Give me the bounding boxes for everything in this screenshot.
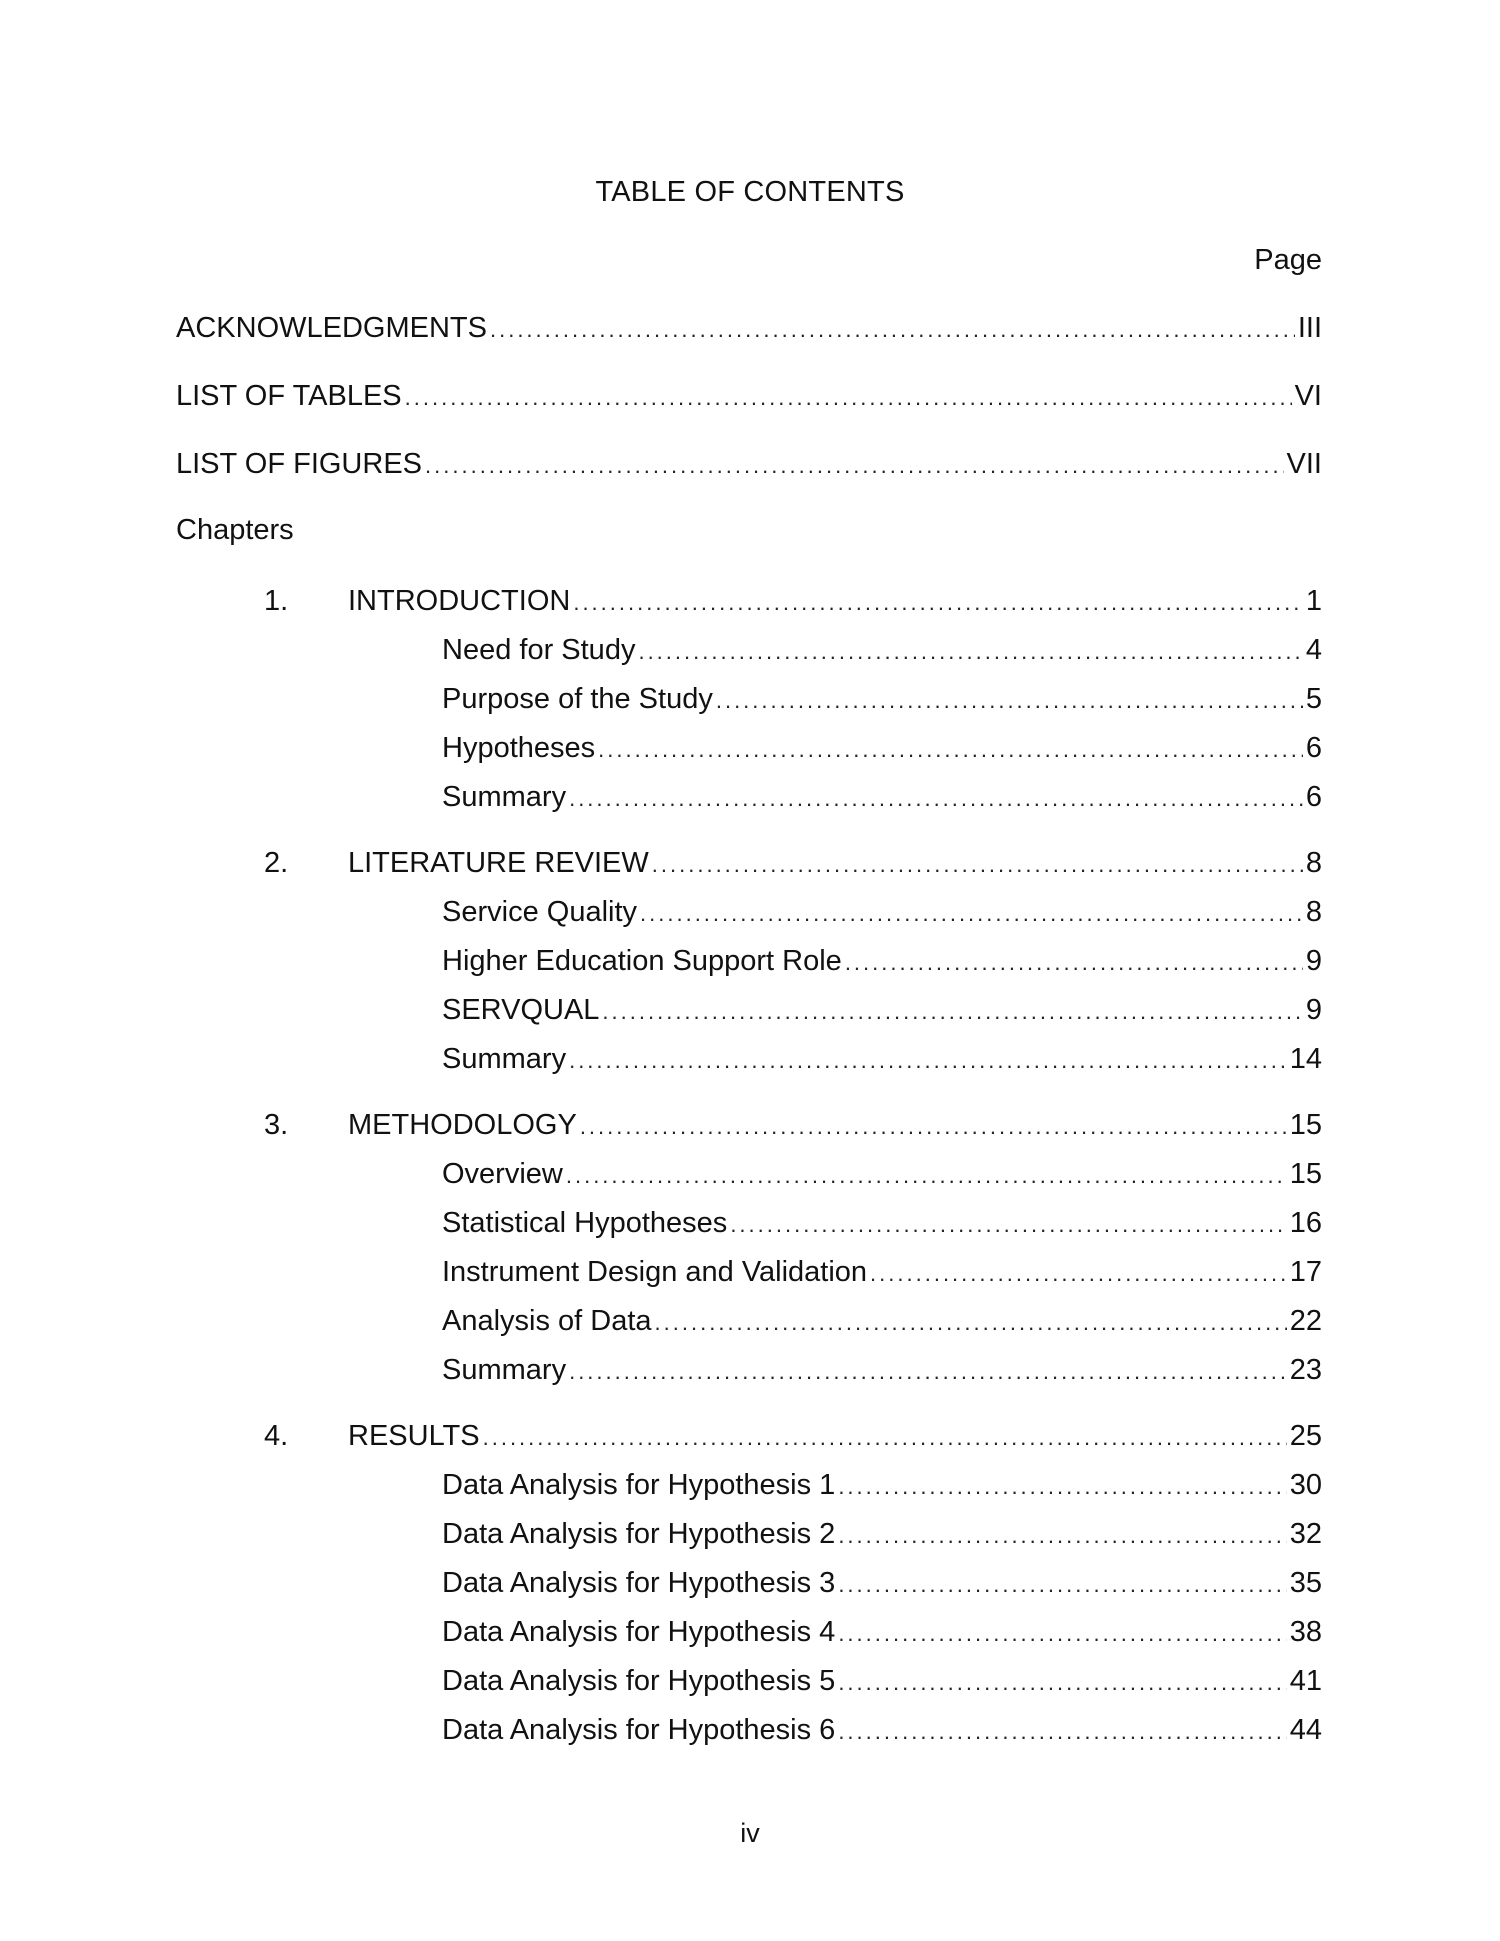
dot-leader bbox=[838, 1714, 1286, 1750]
toc-entry-page: 1 bbox=[1305, 585, 1322, 617]
dot-leader bbox=[405, 380, 1292, 416]
dot-leader bbox=[569, 1354, 1287, 1390]
toc-section[interactable] bbox=[442, 1565, 1322, 1603]
dot-leader bbox=[652, 847, 1303, 883]
toc-entry-page: VII bbox=[1286, 448, 1322, 480]
toc-entry-label: Summary bbox=[442, 1354, 567, 1386]
dot-leader bbox=[569, 1043, 1287, 1079]
toc-entry-page: 30 bbox=[1289, 1469, 1322, 1501]
toc-section[interactable] bbox=[442, 779, 1322, 817]
toc-entry-label: Statistical Hypotheses bbox=[442, 1207, 728, 1239]
toc-section[interactable] bbox=[442, 1663, 1322, 1701]
toc-entry-label: RESULTS bbox=[348, 1420, 480, 1452]
toc-entry-label: Service Quality bbox=[442, 896, 638, 928]
toc-chapter-methodology[interactable] bbox=[348, 1107, 1322, 1145]
dot-leader bbox=[838, 1567, 1286, 1603]
toc-section[interactable] bbox=[442, 1712, 1322, 1750]
dot-leader bbox=[640, 896, 1303, 932]
chapters-heading: Chapters bbox=[176, 514, 294, 546]
toc-entry-page: 15 bbox=[1289, 1158, 1322, 1190]
toc-entry-label: Overview bbox=[442, 1158, 563, 1190]
toc-entry-page: III bbox=[1297, 312, 1322, 344]
toc-entry-label: Purpose of the Study bbox=[442, 683, 713, 715]
toc-entry-label: LITERATURE REVIEW bbox=[348, 847, 649, 879]
toc-entry-page: 15 bbox=[1289, 1109, 1322, 1141]
toc-entry-label: Instrument Design and Validation bbox=[442, 1256, 868, 1288]
toc-section[interactable] bbox=[442, 1041, 1322, 1079]
dot-leader bbox=[655, 1305, 1287, 1341]
toc-entry-label: LIST OF TABLES bbox=[176, 380, 402, 412]
toc-entry-page: 6 bbox=[1305, 781, 1322, 813]
toc-section[interactable] bbox=[442, 943, 1322, 981]
dot-leader bbox=[569, 781, 1303, 817]
toc-section[interactable] bbox=[442, 992, 1322, 1030]
toc-entry-page: 17 bbox=[1289, 1256, 1322, 1288]
toc-chapter-literature-review[interactable] bbox=[348, 845, 1322, 883]
toc-entry-page: 5 bbox=[1305, 683, 1322, 715]
toc-section[interactable] bbox=[442, 1467, 1322, 1505]
chapter-number: 1. bbox=[264, 585, 289, 617]
page-title: TABLE OF CONTENTS bbox=[595, 176, 905, 208]
dot-leader bbox=[425, 448, 1284, 484]
toc-entry-page: 41 bbox=[1289, 1665, 1322, 1697]
dot-leader bbox=[490, 312, 1295, 348]
dot-leader bbox=[870, 1256, 1287, 1292]
toc-entry-page: 44 bbox=[1289, 1714, 1322, 1746]
dot-leader bbox=[566, 1158, 1287, 1194]
chapter-number: 2. bbox=[264, 847, 289, 879]
toc-entry-page: 16 bbox=[1289, 1207, 1322, 1239]
toc-entry-label: Data Analysis for Hypothesis 5 bbox=[442, 1665, 836, 1697]
toc-entry-label: Data Analysis for Hypothesis 4 bbox=[442, 1616, 836, 1648]
chapter-number: 4. bbox=[264, 1420, 289, 1452]
toc-entry-label: Summary bbox=[442, 781, 567, 813]
toc-entry-page: 4 bbox=[1305, 634, 1322, 666]
dot-leader bbox=[598, 732, 1303, 768]
chapter-number: 3. bbox=[264, 1109, 289, 1141]
dot-leader bbox=[483, 1420, 1287, 1456]
dot-leader bbox=[602, 994, 1302, 1030]
dot-leader bbox=[838, 1616, 1286, 1652]
toc-entry-label: METHODOLOGY bbox=[348, 1109, 577, 1141]
dot-leader bbox=[845, 945, 1303, 981]
page-column-label: Page bbox=[1254, 244, 1322, 276]
toc-entry-label: Need for Study bbox=[442, 634, 636, 666]
toc-entry-label: Data Analysis for Hypothesis 3 bbox=[442, 1567, 836, 1599]
toc-entry-label: Analysis of Data bbox=[442, 1305, 652, 1337]
toc-section[interactable] bbox=[442, 681, 1322, 719]
toc-entry-page: 14 bbox=[1289, 1043, 1322, 1075]
toc-section[interactable] bbox=[442, 1614, 1322, 1652]
toc-entry-label: INTRODUCTION bbox=[348, 585, 571, 617]
dot-leader bbox=[638, 634, 1302, 670]
toc-entry-page: 23 bbox=[1289, 1354, 1322, 1386]
toc-section[interactable] bbox=[442, 1352, 1322, 1390]
toc-entry-page: 22 bbox=[1289, 1305, 1322, 1337]
dot-leader bbox=[838, 1469, 1286, 1505]
toc-entry-page: 8 bbox=[1305, 896, 1322, 928]
page-number: iv bbox=[740, 1818, 760, 1848]
toc-entry-label: Data Analysis for Hypothesis 1 bbox=[442, 1469, 836, 1501]
toc-entry-label: ACKNOWLEDGMENTS bbox=[176, 312, 487, 344]
dot-leader bbox=[838, 1665, 1286, 1701]
dot-leader bbox=[573, 585, 1303, 621]
toc-entry-page: 9 bbox=[1305, 994, 1322, 1026]
toc-entry-label: Data Analysis for Hypothesis 6 bbox=[442, 1714, 836, 1746]
toc-section[interactable] bbox=[442, 1303, 1322, 1341]
toc-entry-acknowledgments[interactable] bbox=[176, 310, 1322, 348]
toc-chapter-introduction[interactable] bbox=[348, 583, 1322, 621]
toc-entry-label: SERVQUAL bbox=[442, 994, 600, 1026]
toc-section[interactable] bbox=[442, 1205, 1322, 1243]
toc-entry-page: 38 bbox=[1289, 1616, 1322, 1648]
toc-section[interactable] bbox=[442, 1156, 1322, 1194]
toc-section[interactable] bbox=[442, 730, 1322, 768]
toc-entry-label: Data Analysis for Hypothesis 2 bbox=[442, 1518, 836, 1550]
toc-section[interactable] bbox=[442, 894, 1322, 932]
toc-section[interactable] bbox=[442, 1516, 1322, 1554]
toc-entry-page: 32 bbox=[1289, 1518, 1322, 1550]
toc-entry-label: LIST OF FIGURES bbox=[176, 448, 423, 480]
toc-section[interactable] bbox=[442, 1254, 1322, 1292]
toc-entry-page: 6 bbox=[1305, 732, 1322, 764]
toc-entry-label: Summary bbox=[442, 1043, 567, 1075]
dot-leader bbox=[730, 1207, 1286, 1243]
toc-section[interactable] bbox=[442, 632, 1322, 670]
toc-chapter-results[interactable] bbox=[348, 1418, 1322, 1456]
toc-entry-label: Hypotheses bbox=[442, 732, 596, 764]
toc-entry-page: 8 bbox=[1305, 847, 1322, 879]
toc-entry-list-of-tables[interactable] bbox=[176, 378, 1322, 416]
dot-leader bbox=[838, 1518, 1286, 1554]
toc-entry-label: Higher Education Support Role bbox=[442, 945, 842, 977]
toc-entry-page: 25 bbox=[1289, 1420, 1322, 1452]
dot-leader bbox=[716, 683, 1303, 719]
dot-leader bbox=[580, 1109, 1287, 1145]
toc-entry-page: 35 bbox=[1289, 1567, 1322, 1599]
toc-entry-page: VI bbox=[1294, 380, 1322, 412]
toc-entry-page: 9 bbox=[1305, 945, 1322, 977]
toc-entry-list-of-figures[interactable] bbox=[176, 446, 1322, 484]
